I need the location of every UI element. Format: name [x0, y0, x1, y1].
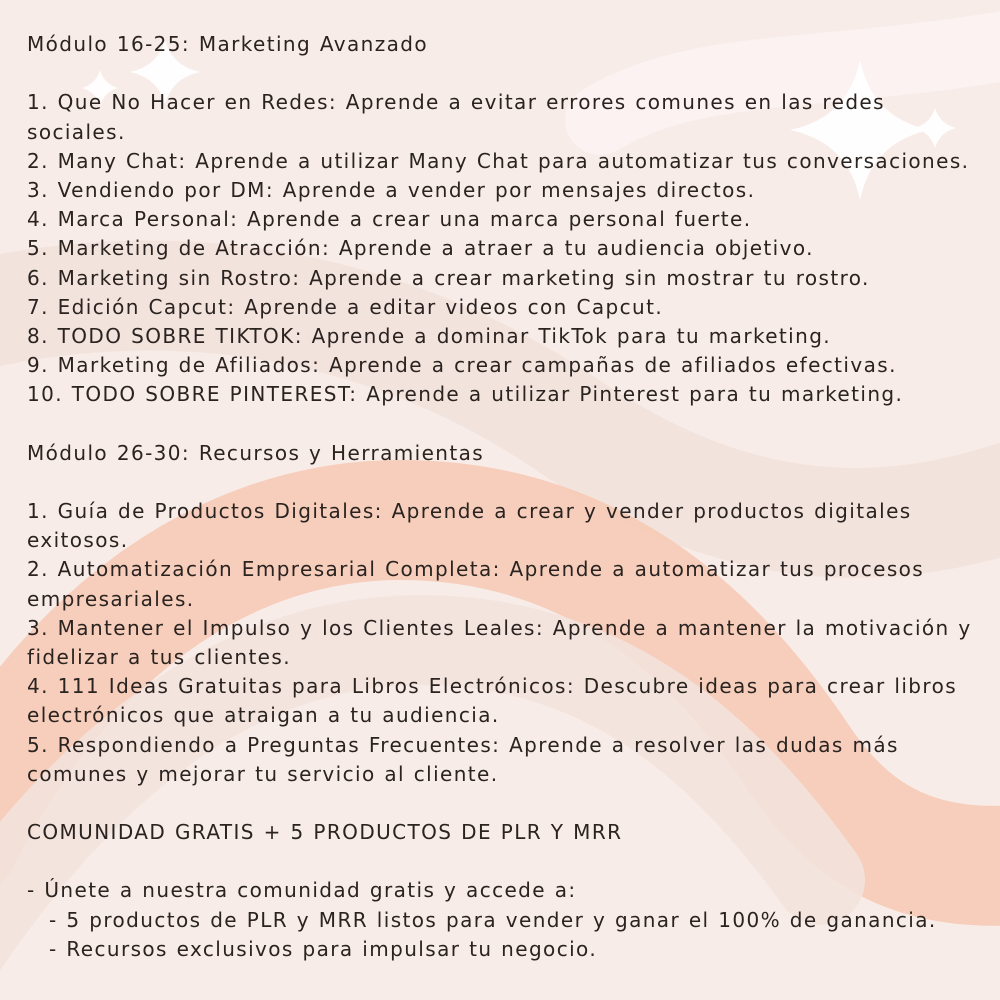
section-heading-recursos: Módulo 26-30: Recursos y Herramientas: [27, 440, 485, 465]
list-item: comunes y mejorar tu servicio al cliente.: [27, 761, 499, 786]
list-item: 1. Guía de Productos Digitales: Aprende a crear y vender productos digitales: [27, 499, 912, 523]
community-bullet: - Recursos exclusivos para impulsar tu negocio.: [49, 936, 598, 961]
community-bullet: - 5 productos de PLR y MRR listos para vender y ganar el 100% de ganancia.: [49, 907, 937, 932]
list-item: 5. Marketing de Atracción: Aprende a atraer a tu audiencia objetivo.: [27, 236, 814, 261]
section-heading-comunidad: COMUNIDAD GRATIS + 5 PRODUCTOS DE PLR Y MRR: [27, 820, 623, 845]
list-item: fidelizar a tus clientes.: [27, 644, 291, 669]
list-item: 6. Marketing sin Rostro: Aprende a crear marketing sin mostrar tu rostro.: [27, 265, 870, 290]
section-heading-marketing: Módulo 16-25: Marketing Avanzado: [27, 32, 429, 56]
spacer: [27, 468, 987, 497]
spacer: [27, 847, 987, 876]
spacer: [27, 59, 987, 88]
list-item: 2. Automatización Empresarial Completa: Aprende a automatizar tus procesos: [27, 557, 925, 582]
list-item: 4. Marca Personal: Aprende a crear una marca personal fuerte.: [27, 207, 752, 232]
list-item: 7. Edición Capcut: Aprende a editar videos con Capcut.: [27, 294, 664, 319]
list-item: exitosos.: [27, 528, 129, 553]
spacer: [27, 789, 987, 818]
list-item: 10. TODO SOBRE PINTEREST: Aprende a utilizar Pinterest para tu marketing.: [27, 382, 904, 407]
list-item: electrónicos que atraigan a tu audiencia.: [27, 703, 500, 728]
document-body: [27, 30, 987, 964]
list-item: 9. Marketing de Afiliados: Aprende a crear campañas de afiliados efectivas.: [27, 353, 897, 378]
list-item: 1. Que No Hacer en Redes: Aprende a evitar errores comunes en las redes: [27, 90, 885, 115]
list-item: 3. Mantener el Impulso y los Clientes Leales: Aprende a mantener la motivación y: [27, 615, 972, 640]
list-item: 5. Respondiendo a Preguntas Frecuentes: Aprende a resolver las dudas más: [27, 732, 899, 757]
list-item: empresariales.: [27, 586, 195, 611]
spacer: [27, 409, 987, 438]
list-item: 4. 111 Ideas Gratuitas para Libros Electrónicos: Descubre ideas para crear libros: [27, 674, 958, 699]
list-item: sociales.: [27, 119, 126, 144]
list-item: 8. TODO SOBRE TIKTOK: Aprende a dominar TikTok para tu marketing.: [27, 323, 832, 348]
community-intro: - Únete a nuestra comunidad gratis y accede a:: [27, 878, 577, 903]
list-item: 3. Vendiendo por DM: Aprende a vender por mensajes directos.: [27, 177, 756, 202]
list-item: 2. Many Chat: Aprende a utilizar Many Chat para automatizar tus conversaciones.: [27, 148, 970, 173]
